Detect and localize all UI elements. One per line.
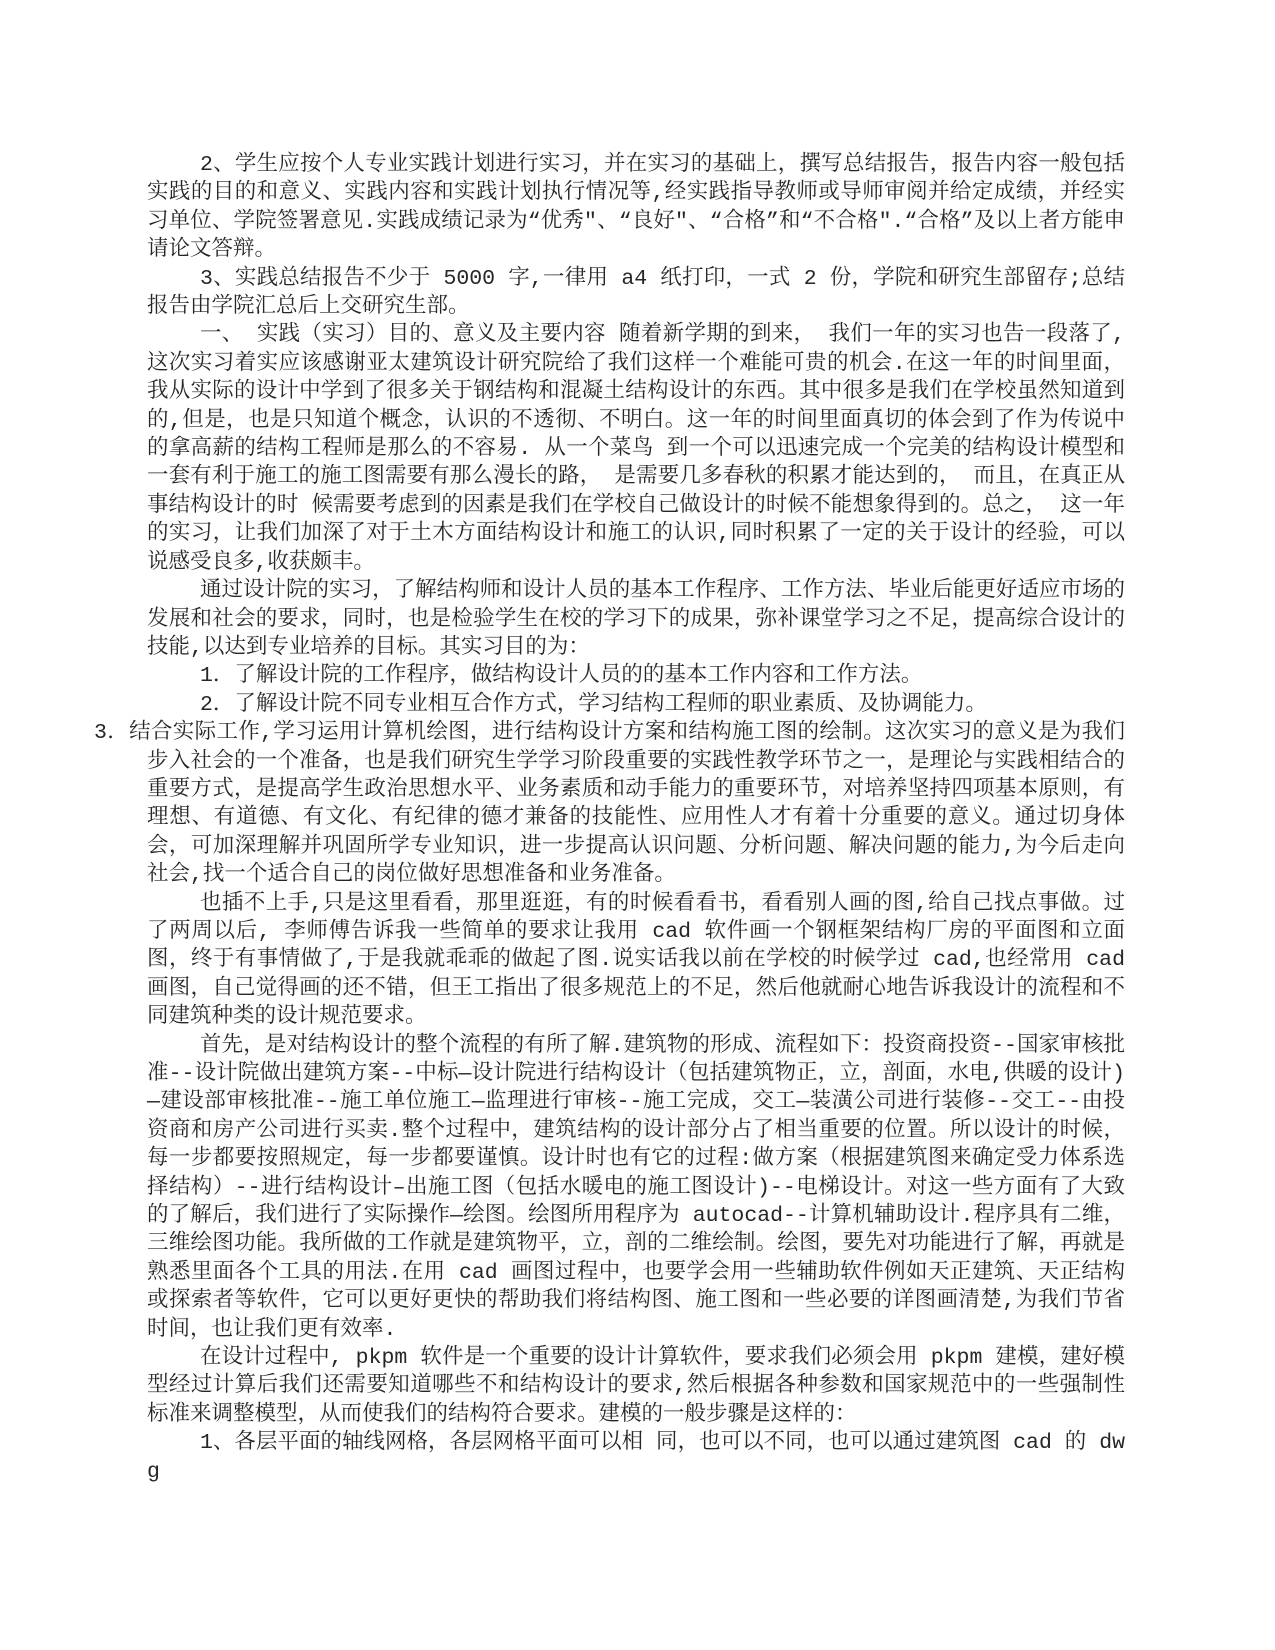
paragraph: 2．了解设计院不同专业相互合作方式，学习结构工程师的职业素质、及协调能力。 <box>200 692 987 717</box>
paragraph: 3．结合实际工作,学习运用计算机绘图，进行结构设计方案和结构施工图的绘制。这次实习的意义是为我们步入社会的一个准备，也是我们研究生学学习阶段重要的实践性教学环节之一，是理论与实践相结合的重要方式，是提高学生政治思想水平、业务素质和动手能力的重要环节，对培养坚持四项基本原则，有理想、有道德、有文化、有纪律的德才兼备的技能性、应用性人才有着十分重要的意义。通过切身体会，可加深理解并巩固所学专业知识，进一步提高认识问题、分析问题、解决问题的能力,为今后走向社会,找一个适合自己的岗位做好思想准备和业务准备。 <box>94 721 1125 888</box>
paragraph: 1、各层平面的轴线网格，各层网格平面可以相 同，也可以不同，也可以通过建筑图 cad 的 dwg <box>147 1431 1125 1484</box>
paragraph: 也插不上手,只是这里看看，那里逛逛，有的时候看看书，看看别人画的图,给自己找点事做。过了两周以后, 李师傅告诉我一些简单的要求让我用 cad 软件画一个钢框架结构厂房的平面图和立面图，终于有事情做了,于是我就乖乖的做起了图.说实话我以前在学校的时候学过 cad,也经常用 cad 画图，自己觉得画的还不错，但王工指出了很多规范上的不足，然后他就耐心地告诉我设计的流程和不同建筑种类的设计规范要求。 <box>147 891 1125 1030</box>
paragraph: 在设计过程中, pkpm 软件是一个重要的设计计算软件，要求我们必须会用 pkpm 建模，建好模型经过计算后我们还需要知道哪些不和结构设计的要求,然后根据各种参数和国家规范中的一些强制性标准来调整模型，从而使我们的结构符合要求。建模的一般步骤是这样的： <box>147 1346 1125 1427</box>
paragraph: 2、学生应按个人专业实践计划进行实习，并在实习的基础上，撰写总结报告，报告内容一般包括实践的目的和意义、实践内容和实践计划执行情况等,经实践指导教师或导师审阅并给定成绩，并经实习单位、学院签署意见.实践成绩记录为“优秀"、“良好"、“合格”和“不合格".“合格”及以上者方能申请论文答辩。 <box>147 153 1125 263</box>
paragraph: 首先，是对结构设计的整个流程的有所了解.建筑物的形成、流程如下：投资商投资--国家审核批准--设计院做出建筑方案--中标—设计院进行结构设计（包括建筑物正，立，剖面，水电,供暖的设计)—建设部审核批准--施工单位施工—监理进行审核--施工完成，交工—装潢公司进行装修--交工--由投资商和房产公司进行买卖.整个过程中，建筑结构的设计部分占了相当重要的位置。所以设计的时候，每一步都要按照规定，每一步都要谨慎。设计时也有它的过程:做方案（根据建筑图来确定受力体系选择结构）--进行结构设计–出施工图（包括水暖电的施工图设计)--电梯设计。对这一些方面有了大致的了解后，我们进行了实际操作—绘图。绘图所用程序为 autocad--计算机辅助设计.程序具有二维，三维绘图功能。我所做的工作就是建筑物平，立，剖的二维绘制。绘图，要先对功能进行了解，再就是熟悉里面各个工具的用法.在用 cad 画图过程中，也要学会用一些辅助软件例如天正建筑、天正结构或探索者等软件，它可以更好更快的帮助我们将结构图、施工图和一些必要的详图画清楚,为我们节省时间，也让我们更有效率. <box>147 1033 1125 1342</box>
paragraph: 3、实践总结报告不少于 5000 字,一律用 a4 纸打印，一式 2 份，学院和研究生部留存;总结报告由学院汇总后上交研究生部。 <box>147 266 1125 320</box>
paragraph: 通过设计院的实习，了解结构师和设计人员的基本工作程序、工作方法、毕业后能更好适应市场的发展和社会的要求，同时，也是检验学生在校的学习下的成果，弥补课堂学习之不足，提高综合设计的技能,以达到专业培养的目标。其实习目的为： <box>147 579 1125 660</box>
paragraph: 1．了解设计院的工作程序，做结构设计人员的的基本工作内容和工作方法。 <box>200 664 923 689</box>
document-body <box>94 151 1125 1486</box>
paragraph: 一、 实践（实习）目的、意义及主要内容 随着新学期的到来， 我们一年的实习也告一段落了,这次实习着实应该感谢亚太建筑设计研究院给了我们这样一个难能可贵的机会.在这一年的时间里面，我从实际的设计中学到了很多关于钢结构和混凝土结构设计的东西。其中很多是我们在学校虽然知道到的,但是，也是只知道个概念，认识的不透彻、不明白。这一年的时间里面真切的体会到了作为传说中的拿高薪的结构工程师是那么的不容易. 从一个菜鸟 到一个可以迅速完成一个完美的结构设计模型和一套有利于施工的施工图需要有那么漫长的路， 是需要几多春秋的积累才能达到的， 而且，在真正从事结构设计的时 候需要考虑到的因素是我们在学校自己做设计的时候不能想象得到的。总之， 这一年的实习，让我们加深了对于土木方面结构设计和施工的认识,同时积累了一定的关于设计的经验，可以说感受良多,收获颇丰。 <box>147 323 1125 575</box>
